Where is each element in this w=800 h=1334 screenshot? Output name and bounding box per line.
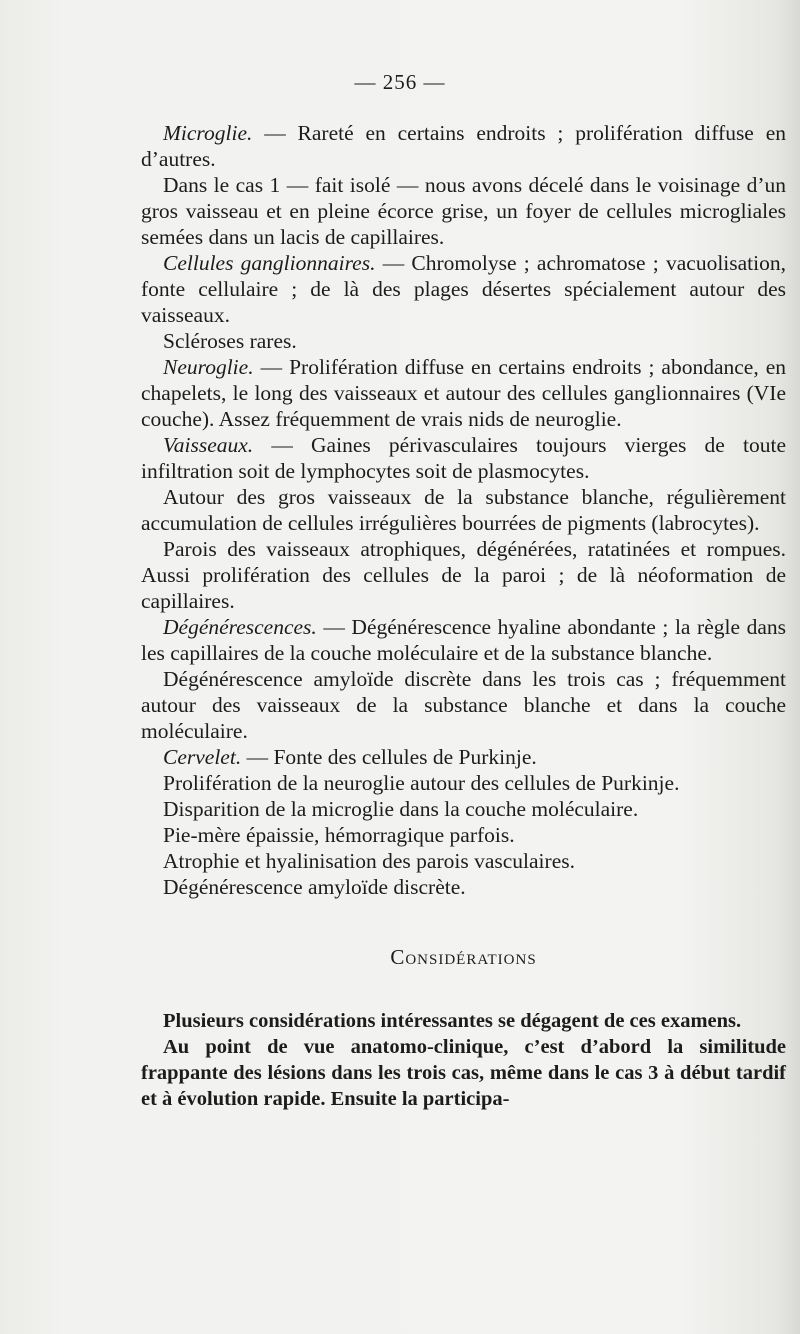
paragraph-scleroses: Scléroses rares.	[163, 329, 297, 353]
paragraph-parois: Parois des vaisseaux atrophiques, dégénérées, ratatinées et rompues. Aussi prolifération des cellules de la paroi ; de là néoformation de capillaires.	[141, 537, 786, 613]
paragraph-anatomo-clinique: Au point de vue anatomo-clinique, c’est d’abord la similitude frappante des lésions dans les trois cas, même dans le cas 3 à début tardif et à évolution rapide. Ensuite la participa-	[141, 1036, 786, 1110]
page-number: — 256 —	[354, 70, 446, 94]
paragraph-purkinje: Prolifération de la neuroglie autour des cellules de Purkinje.	[163, 771, 680, 795]
paragraph-microglie: Microglie. — Rareté en certains endroits ; prolifération diffuse en d’autres.	[141, 121, 786, 171]
paragraph-plusieurs: Plusieurs considérations intéressantes se dégagent de ces examens.	[163, 1010, 742, 1032]
section-heading: Considérations	[390, 945, 537, 969]
body-text	[141, 120, 786, 1112]
paragraph-cellules-ganglionnaires: Cellules ganglionnaires. — Chromolyse ; achromatose ; vacuolisation, fonte cellulaire ; de là des plages désertes spécialement autour des vaisseaux.	[141, 251, 786, 327]
paragraph-amyloide: Dégénérescence amyloïde discrète dans les trois cas ; fréquemment autour des vaisseaux de la substance blanche et dans la couche moléculaire.	[141, 667, 786, 743]
paragraph-gros-vaisseaux: Autour des gros vaisseaux de la substance blanche, régulièrement accumulation de cellules irrégulières bourrées de pigments (labrocytes).	[141, 485, 786, 535]
considerations-text	[141, 1008, 786, 1112]
paragraph-degenerescences: Dégénérescences. — Dégénérescence hyaline abondante ; la règle dans les capillaires de la couche moléculaire et de la substance blanche.	[141, 615, 786, 665]
paragraph-amyloide-discrete: Dégénérescence amyloïde discrète.	[163, 875, 466, 899]
paragraph-vaisseaux: Vaisseaux. — Gaines périvasculaires toujours vierges de toute infiltration soit de lymphocytes soit de plasmocytes.	[141, 433, 786, 483]
paragraph-pie-mere: Pie-mère épaissie, hémorragique parfois.	[163, 823, 515, 847]
paragraph-cervelet: Cervelet. — Fonte des cellules de Purkinje.	[163, 745, 537, 769]
paragraph-disparition: Disparition de la microglie dans la couche moléculaire.	[163, 797, 639, 821]
paragraph-cas-1: Dans le cas 1 — fait isolé — nous avons décelé dans le voisinage d’un gros vaisseau et en pleine écorce grise, un foyer de cellules microgliales semées dans un lacis de capillaires.	[141, 173, 786, 249]
paragraph-neuroglie: Neuroglie. — Prolifération diffuse en certains endroits ; abondance, en chapelets, le long des vaisseaux et autour des cellules ganglionnaires (VIe couche). Assez fréquemment de vrais nids de neuroglie.	[141, 355, 786, 431]
paragraph-atrophie: Atrophie et hyalinisation des parois vasculaires.	[163, 849, 575, 873]
